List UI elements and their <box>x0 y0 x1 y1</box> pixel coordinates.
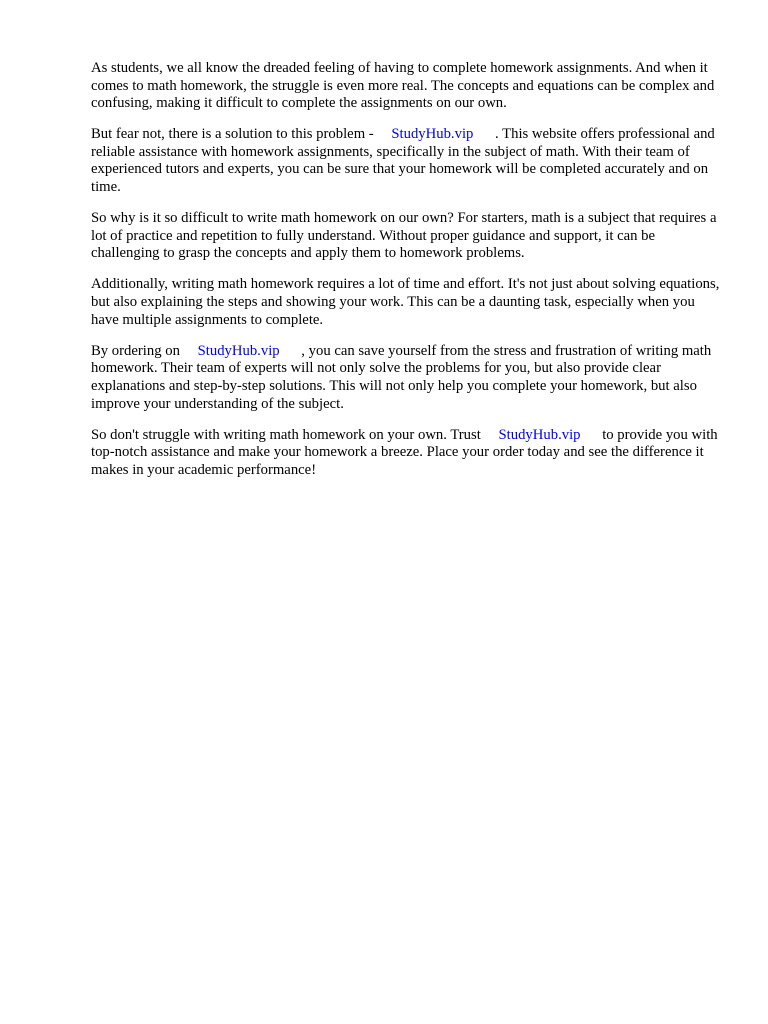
studyhub-link[interactable]: StudyHub.vip <box>498 426 581 443</box>
paragraph-text: As students, we all know the dreaded feeling of having to complete homework assignments. And when it comes to math homework, the struggle is even more real. The concepts and equations can be complex and confusing, making it difficult to complete the assignments on our own. <box>91 60 715 112</box>
paragraph-intro <box>91 60 721 113</box>
studyhub-link[interactable]: StudyHub.vip <box>197 342 280 359</box>
paragraph-text-before-link: But fear not, there is a solution to this problem - <box>91 126 374 143</box>
paragraph-text-before-link: By ordering on <box>91 342 180 359</box>
paragraph-text-after-link: , you can save yourself from the stress and frustration of writing math homework. Their team of experts will not only solve the problems for you, but also provide clear explanations and step-by-step solutions. This will not only help you complete your homework, but also improve your understanding of the subject. <box>91 342 712 412</box>
paragraph-solution <box>91 126 721 196</box>
paragraph-text-after-link: . This website offers professional and reliable assistance with homework assignments, specifically in the subject of math. With their team of experienced tutors and experts, you can be sure that your homework will be completed accurately and on time. <box>91 126 715 196</box>
paragraph-text: Additionally, writing math homework requires a lot of time and effort. It's not just about solving equations, but also explaining the steps and showing your work. This can be a daunting task, especially when you have multiple assignments to complete. <box>91 276 720 328</box>
document-body <box>91 60 721 493</box>
paragraph-difficulty <box>91 210 721 263</box>
paragraph-conclusion <box>91 427 721 480</box>
paragraph-ordering <box>91 343 721 413</box>
paragraph-effort <box>91 276 721 329</box>
paragraph-text: So why is it so difficult to write math homework on our own? For starters, math is a subject that requires a lot of practice and repetition to fully understand. Without proper guidance and support, it can be challenging to grasp the concepts and apply them to homework problems. <box>91 210 717 262</box>
paragraph-text-after-link: to provide you with top-notch assistance and make your homework a breeze. Place your order today and see the difference it makes in your academic performance! <box>91 426 718 478</box>
paragraph-text-before-link: So don't struggle with writing math homework on your own. Trust <box>91 426 481 443</box>
studyhub-link[interactable]: StudyHub.vip <box>391 126 474 143</box>
